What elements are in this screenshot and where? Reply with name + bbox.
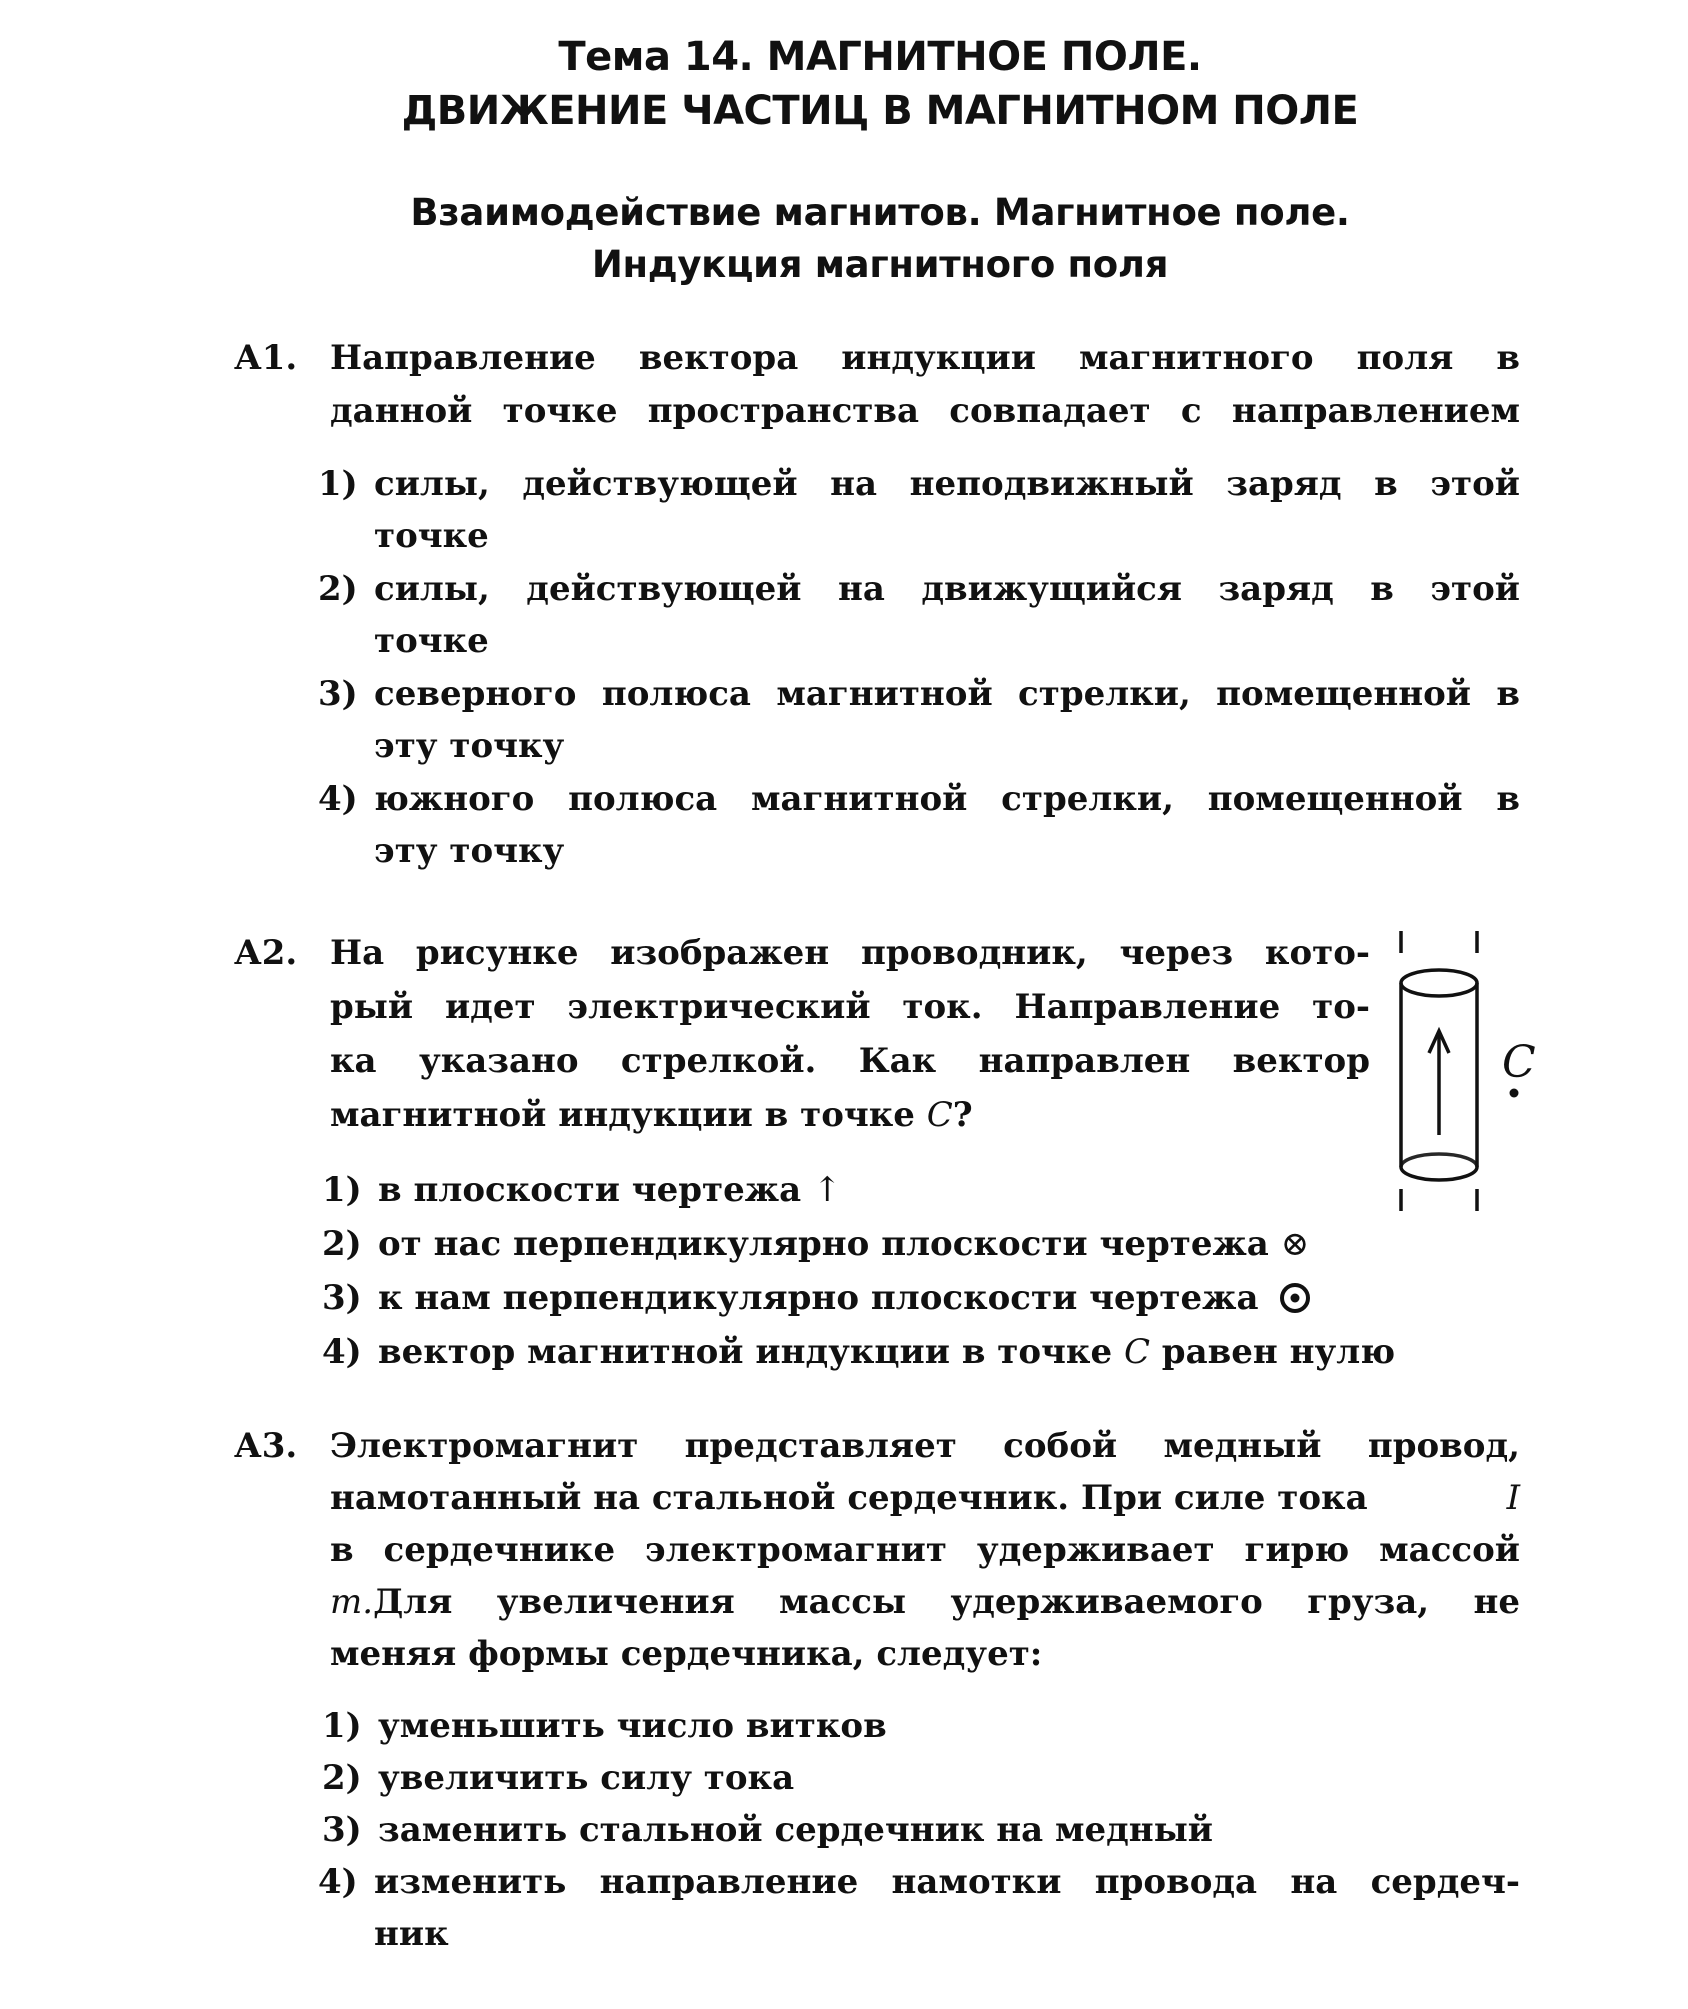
a3-option-3-number: 3)	[322, 1810, 362, 1850]
cross-into-page-icon: ⊗	[1280, 1224, 1310, 1264]
a2-option-3-number: 3)	[322, 1278, 362, 1318]
a3-stem-var-i: I	[1506, 1478, 1520, 1518]
conductor-figure	[1385, 925, 1540, 1220]
question-a2-stem-line4	[330, 1089, 973, 1141]
a1-option-4-line2: эту точку	[374, 831, 565, 871]
a1-option-1-line2: точке	[374, 516, 489, 556]
a3-stem-line4-text: Для увеличения массы удерживаемого груза, не	[373, 1582, 1520, 1622]
a2-option-2-number: 2)	[322, 1224, 362, 1264]
a3-stem-var-m: m.	[330, 1582, 374, 1622]
a1-option-2-line2: точке	[374, 621, 489, 661]
question-a3-stem-line3: в сердечнике электромагнит удерживает гирю массой	[330, 1530, 1520, 1570]
a2-option-4-label-b: равен нулю	[1149, 1332, 1396, 1372]
point-c-label: C	[1502, 1037, 1536, 1088]
a1-option-2-number: 2)	[318, 569, 358, 609]
a3-option-4-line2: ник	[374, 1914, 449, 1954]
point-c-dot	[1510, 1089, 1519, 1098]
a2-option-4-label-a: вектор магнитной индукции в точке	[378, 1332, 1124, 1372]
question-a3-stem-line1: Электромагнит представляет собой медный провод,	[330, 1426, 1520, 1466]
a2-option-3-label: к нам перпендикулярно плоскости чертежа	[378, 1278, 1259, 1318]
a2-option-4-var-c: C	[1123, 1332, 1150, 1372]
a1-option-3-line2: эту точку	[374, 726, 565, 766]
page-title-line2: ДВИЖЕНИЕ ЧАСТИЦ В МАГНИТНОМ ПОЛЕ	[401, 88, 1359, 134]
question-a2-stem-line2: рый идет электрический ток. Направление то-	[330, 987, 1370, 1027]
a2-option-2-text	[378, 1218, 1309, 1270]
a3-option-4-number: 4)	[318, 1862, 358, 1902]
question-a2-number: А2.	[234, 933, 298, 973]
a2-option-1-text	[378, 1164, 841, 1216]
a2-option-4-text	[378, 1326, 1395, 1378]
question-a3-stem-line2	[330, 1472, 1520, 1524]
page-title-line1: Тема 14. МАГНИТНОЕ ПОЛЕ.	[558, 34, 1202, 80]
a3-option-4-line1: изменить направление намотки провода на сердеч-	[374, 1862, 1520, 1902]
a1-option-4-number: 4)	[318, 779, 358, 819]
a2-option-4-number: 4)	[322, 1332, 362, 1372]
question-a3-stem-line4	[330, 1576, 1520, 1628]
question-a1-stem-line2: данной точке пространства совпадает с направлением	[330, 391, 1520, 431]
a2-stem-var-c: C	[926, 1095, 953, 1135]
section-subtitle-line2: Индукция магнитного поля	[591, 243, 1169, 286]
a2-option-3-text	[378, 1272, 1312, 1324]
a2-stem-line4-text: магнитной индукции в точке	[330, 1095, 927, 1135]
a3-stem-line2-text: намотанный на стальной сердечник. При силе тока	[330, 1478, 1380, 1518]
question-a3-number: А3.	[234, 1426, 298, 1466]
question-a2-stem-line1: На рисунке изображен проводник, через кото-	[330, 933, 1370, 973]
question-a3-stem-line5: меняя формы сердечника, следует:	[330, 1634, 1043, 1674]
a3-option-3-line1: заменить стальной сердечник на медный	[378, 1810, 1213, 1850]
a2-option-1-label: в плоскости чертежа	[378, 1170, 802, 1210]
section-subtitle-line1: Взаимодействие магнитов. Магнитное поле.	[410, 191, 1350, 234]
a1-option-4-line1: южного полюса магнитной стрелки, помещенной в	[374, 779, 1520, 819]
a2-stem-question-mark: ?	[952, 1095, 973, 1135]
a2-option-2-label: от нас перпендикулярно плоскости чертежа	[378, 1224, 1269, 1264]
question-a1-number: А1.	[234, 338, 298, 378]
a1-option-1-line1: силы, действующей на неподвижный заряд в этой	[374, 464, 1520, 504]
a1-option-3-number: 3)	[318, 674, 358, 714]
a1-option-3-line1: северного полюса магнитной стрелки, помещенной в	[374, 674, 1520, 714]
a3-option-1-number: 1)	[322, 1706, 362, 1746]
a3-option-1-line1: уменьшить число витков	[378, 1706, 887, 1746]
question-a1-stem-line1: Направление вектора индукции магнитного поля в	[330, 338, 1520, 378]
a2-option-1-number: 1)	[322, 1170, 362, 1210]
up-arrow-icon: ↑	[812, 1170, 842, 1210]
dot-out-of-page-icon	[1278, 1281, 1312, 1315]
a3-option-2-number: 2)	[322, 1758, 362, 1798]
a1-option-1-number: 1)	[318, 464, 358, 504]
question-a2-stem-line3: ка указано стрелкой. Как направлен вектор	[330, 1041, 1370, 1081]
a3-option-2-line1: увеличить силу тока	[378, 1758, 795, 1798]
a1-option-2-line1: силы, действующей на движущийся заряд в этой	[374, 569, 1520, 609]
